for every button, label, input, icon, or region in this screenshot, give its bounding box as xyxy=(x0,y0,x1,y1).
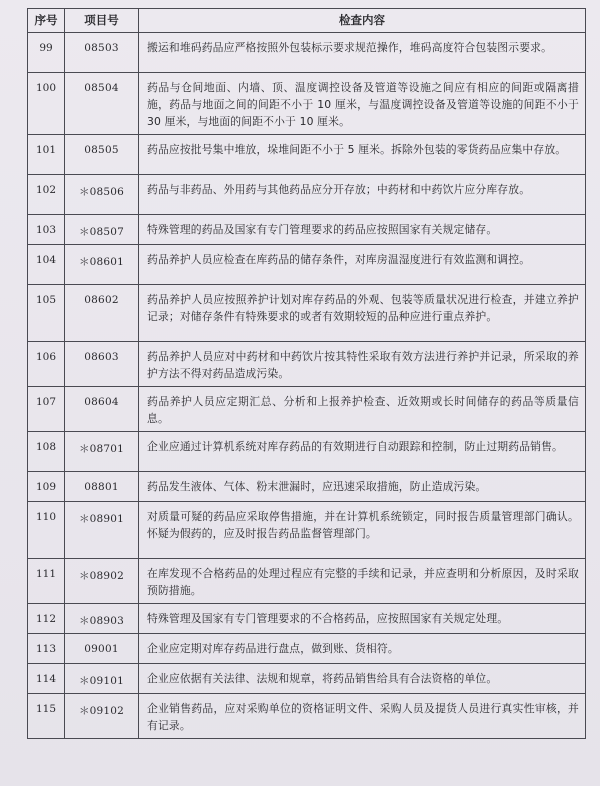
row-content: 药品养护人员应检查在库药品的储存条件，对库房温湿度进行有效监测和调控。 xyxy=(139,245,586,285)
header-code: 项目号 xyxy=(65,9,139,33)
table-row xyxy=(28,502,586,559)
table-row xyxy=(28,285,586,342)
table-row xyxy=(28,472,586,502)
table-row xyxy=(28,73,586,135)
table-row xyxy=(28,342,586,387)
row-seq: 106 xyxy=(28,342,65,387)
table-row xyxy=(28,245,586,285)
header-seq: 序号 xyxy=(28,9,65,33)
row-code: ＊08901 xyxy=(65,502,139,559)
row-seq: 112 xyxy=(28,604,65,634)
table-row xyxy=(28,387,586,432)
row-content: 药品养护人员应定期汇总、分析和上报养护检查、近效期或长时间储存的药品等质量信息。 xyxy=(139,387,586,432)
row-code: ＊08902 xyxy=(65,559,139,604)
row-content: 特殊管理及国家有专门管理要求的不合格药品，应按照国家有关规定处理。 xyxy=(139,604,586,634)
row-code: ＊08701 xyxy=(65,432,139,472)
inspection-table xyxy=(27,8,586,739)
row-content: 药品养护人员应对中药材和中药饮片按其特性采取有效方法进行养护并记录，所采取的养护方法不得对药品造成污染。 xyxy=(139,342,586,387)
row-code: ＊08506 xyxy=(65,175,139,215)
row-code: 08505 xyxy=(65,135,139,175)
row-code: 08503 xyxy=(65,33,139,73)
row-code: 08604 xyxy=(65,387,139,432)
row-content: 搬运和堆码药品应严格按照外包装标示要求规范操作，堆码高度符合包装图示要求。 xyxy=(139,33,586,73)
row-content: 企业应定期对库存药品进行盘点，做到账、货相符。 xyxy=(139,634,586,664)
row-content: 药品与仓间地面、内墙、顶、温度调控设备及管道等设施之间应有相应的间距或隔离措施，药品与地面之间的间距不小于 10 厘米，与温度调控设备及管道等设施的间距不小于 30 厘米，与地面的间距不小于 10 厘米。 xyxy=(139,73,586,135)
row-seq: 100 xyxy=(28,73,65,135)
row-seq: 114 xyxy=(28,664,65,694)
table-row xyxy=(28,175,586,215)
row-code: ＊08601 xyxy=(65,245,139,285)
row-seq: 109 xyxy=(28,472,65,502)
row-content: 对质量可疑的药品应采取停售措施，并在计算机系统锁定，同时报告质量管理部门确认。怀疑为假药的，应及时报告药品监督管理部门。 xyxy=(139,502,586,559)
row-content: 在库发现不合格药品的处理过程应有完整的手续和记录，并应查明和分析原因，及时采取预防措施。 xyxy=(139,559,586,604)
row-seq: 108 xyxy=(28,432,65,472)
table-header-row xyxy=(28,9,586,33)
table-row xyxy=(28,432,586,472)
row-code: ＊08507 xyxy=(65,215,139,245)
row-seq: 105 xyxy=(28,285,65,342)
row-seq: 104 xyxy=(28,245,65,285)
table-row xyxy=(28,33,586,73)
table-row xyxy=(28,135,586,175)
row-seq: 111 xyxy=(28,559,65,604)
row-content: 企业应通过计算机系统对库存药品的有效期进行自动跟踪和控制，防止过期药品销售。 xyxy=(139,432,586,472)
row-code: ＊09101 xyxy=(65,664,139,694)
table-row xyxy=(28,604,586,634)
table-row xyxy=(28,559,586,604)
row-content: 特殊管理的药品及国家有专门管理要求的药品应按照国家有关规定储存。 xyxy=(139,215,586,245)
row-seq: 115 xyxy=(28,694,65,739)
row-code: 08602 xyxy=(65,285,139,342)
row-seq: 101 xyxy=(28,135,65,175)
header-content: 检查内容 xyxy=(139,9,586,33)
row-seq: 107 xyxy=(28,387,65,432)
row-seq: 113 xyxy=(28,634,65,664)
table-row xyxy=(28,634,586,664)
row-code: ＊09102 xyxy=(65,694,139,739)
table-row xyxy=(28,664,586,694)
row-content: 企业销售药品，应对采购单位的资格证明文件、采购人员及提货人员进行真实性审核，并有记录。 xyxy=(139,694,586,739)
row-content: 药品发生液体、气体、粉末泄漏时，应迅速采取措施，防止造成污染。 xyxy=(139,472,586,502)
table-row xyxy=(28,694,586,739)
row-content: 药品养护人员应按照养护计划对库存药品的外观、包装等质量状况进行检查，并建立养护记录；对储存条件有特殊要求的或者有效期较短的品种应进行重点养护。 xyxy=(139,285,586,342)
row-content: 药品应按批号集中堆放，垛堆间距不小于 5 厘米。拆除外包装的零货药品应集中存放。 xyxy=(139,135,586,175)
table-row xyxy=(28,215,586,245)
row-content: 药品与非药品、外用药与其他药品应分开存放；中药材和中药饮片应分库存放。 xyxy=(139,175,586,215)
row-seq: 103 xyxy=(28,215,65,245)
row-code: 09001 xyxy=(65,634,139,664)
row-code: 08603 xyxy=(65,342,139,387)
row-content: 企业应依据有关法律、法规和规章，将药品销售给具有合法资格的单位。 xyxy=(139,664,586,694)
row-seq: 110 xyxy=(28,502,65,559)
row-code: ＊08903 xyxy=(65,604,139,634)
row-seq: 102 xyxy=(28,175,65,215)
row-seq: 99 xyxy=(28,33,65,73)
row-code: 08801 xyxy=(65,472,139,502)
row-code: 08504 xyxy=(65,73,139,135)
